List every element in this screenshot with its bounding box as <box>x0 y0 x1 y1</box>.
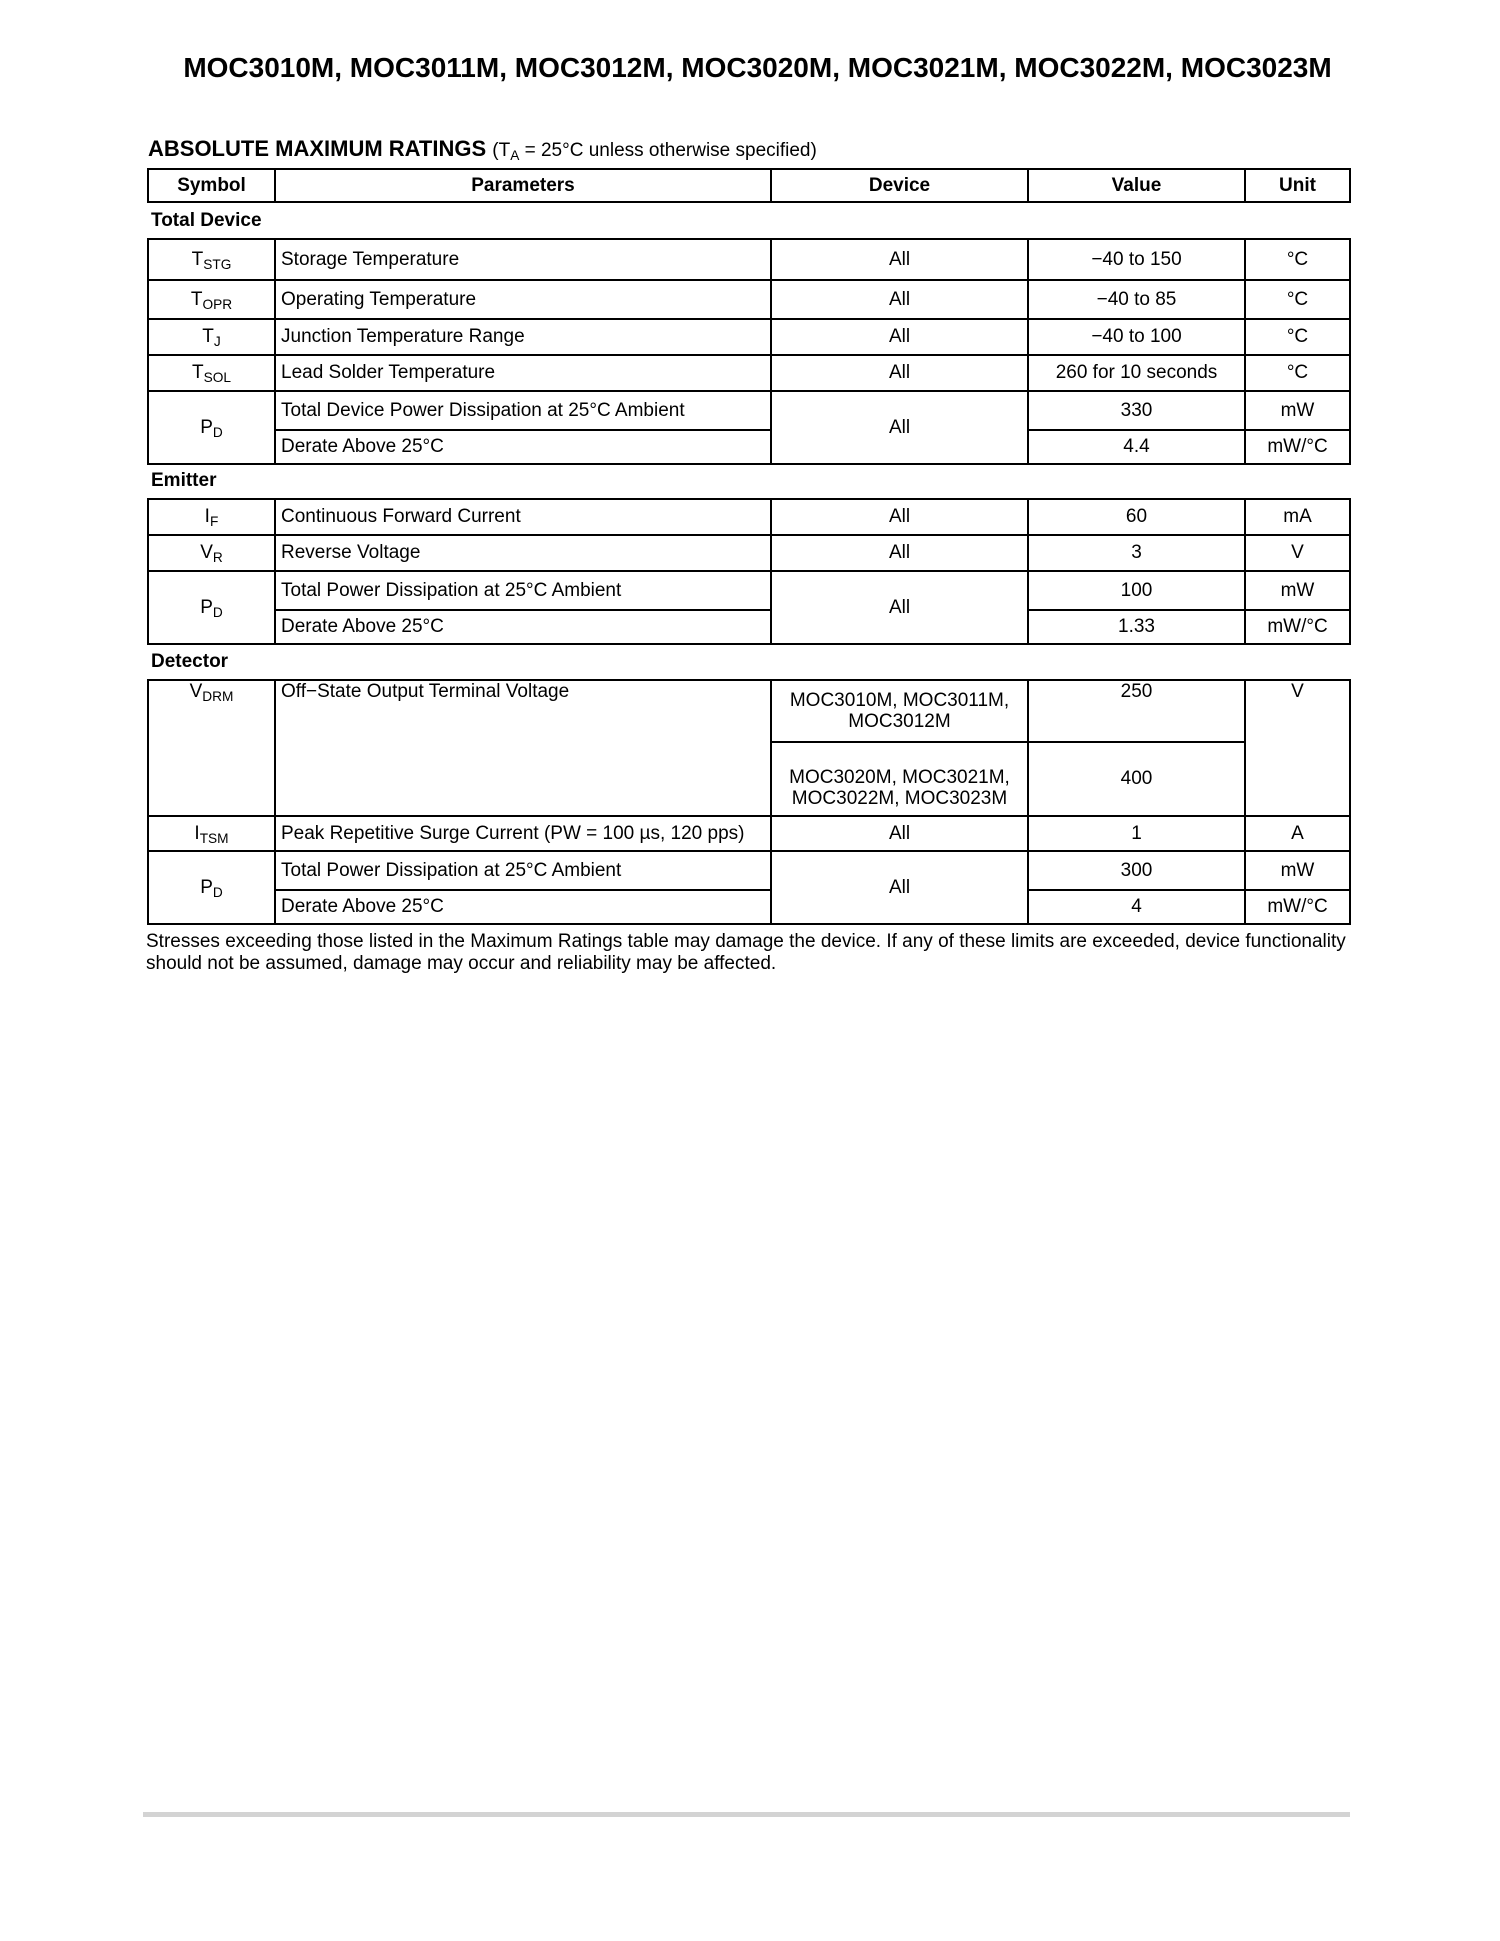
value-cell: 250 <box>1028 680 1245 742</box>
parameter-cell: Operating Temperature <box>275 280 771 319</box>
detector-table <box>147 679 1351 925</box>
device-cell: MOC3010M, MOC3011M, MOC3012M <box>771 680 1028 742</box>
device-cell: All <box>771 319 1028 355</box>
table-row <box>148 239 1350 280</box>
symbol-cell: $P_D$ <box>148 571 275 644</box>
table-row <box>148 280 1350 319</box>
table-row <box>148 535 1350 571</box>
table-row <box>148 391 1350 430</box>
value-cell: 330 <box>1028 391 1245 430</box>
section-heading <box>148 136 817 162</box>
column-header-unit: Unit <box>1245 169 1350 202</box>
parameter-cell: Derate Above 25°C <box>275 430 771 464</box>
unit-cell: mW/°C <box>1245 610 1350 644</box>
value-cell: 100 <box>1028 571 1245 610</box>
parameter-cell: Off−State Output Terminal Voltage <box>275 680 771 816</box>
value-cell: 60 <box>1028 499 1245 535</box>
ratings-note: Stresses exceeding those listed in the Maximum Ratings table may damage the device. If any of these limits are exceeded, device functionality should not be assumed, damage may occur and reliability may be affected. <box>146 931 1346 974</box>
column-header-device: Device <box>771 169 1028 202</box>
column-header-symbol: Symbol <box>148 169 275 202</box>
symbol-cell: $P_D$ <box>148 391 275 464</box>
symbol-cell: $V_{DRM}$ <box>148 680 275 816</box>
page-title: MOC3010M, MOC3011M, MOC3012M, MOC3020M, MOC3021M, MOC3022M, MOC3023M <box>183 52 1332 83</box>
emitter-table <box>147 498 1351 645</box>
device-cell: All <box>771 816 1028 851</box>
device-cell: All <box>771 280 1028 319</box>
value-cell: 4.4 <box>1028 430 1245 464</box>
total-device-table <box>147 238 1351 465</box>
header-table <box>147 168 1351 203</box>
value-cell: 1.33 <box>1028 610 1245 644</box>
table-row <box>148 355 1350 391</box>
table-row <box>148 319 1350 355</box>
column-header-parameters: Parameters <box>275 169 771 202</box>
footer-divider <box>143 1812 1350 1817</box>
device-cell: All <box>771 571 1028 644</box>
unit-cell: mW/°C <box>1245 430 1350 464</box>
parameter-cell: Peak Repetitive Surge Current (PW = 100 µs, 120 pps) <box>275 816 771 851</box>
symbol-cell: $I_F$ <box>148 499 275 535</box>
unit-cell: mW <box>1245 391 1350 430</box>
device-cell: All <box>771 239 1028 280</box>
device-cell: All <box>771 851 1028 924</box>
parameter-cell: Total Device Power Dissipation at 25°C Ambient <box>275 391 771 430</box>
parameter-cell: Storage Temperature <box>275 239 771 280</box>
value-cell: 4 <box>1028 890 1245 924</box>
group-label-emitter: Emitter <box>151 470 217 491</box>
unit-cell: V <box>1245 535 1350 571</box>
parameter-cell: Reverse Voltage <box>275 535 771 571</box>
parameter-cell: Derate Above 25°C <box>275 890 771 924</box>
table-row <box>148 571 1350 610</box>
device-cell: All <box>771 391 1028 464</box>
value-cell: −40 to 85 <box>1028 280 1245 319</box>
table-row <box>148 430 1350 464</box>
value-cell: −40 to 150 <box>1028 239 1245 280</box>
device-cell: All <box>771 355 1028 391</box>
unit-cell: mW <box>1245 851 1350 890</box>
table-row <box>148 890 1350 924</box>
parameter-cell: Continuous Forward Current <box>275 499 771 535</box>
symbol-cell: $P_D$ <box>148 851 275 924</box>
section-condition: ($T_A = 25^\circ C$ unless otherwise specified) <box>492 140 817 163</box>
symbol-cell: $T_J$ <box>148 319 275 355</box>
parameter-cell: Total Power Dissipation at 25°C Ambient <box>275 571 771 610</box>
parameter-cell: Junction Temperature Range <box>275 319 771 355</box>
symbol-cell: $I_{TSM}$ <box>148 816 275 851</box>
symbol-cell: $T_{STG}$ <box>148 239 275 280</box>
value-cell: 300 <box>1028 851 1245 890</box>
unit-cell: °C <box>1245 355 1350 391</box>
section-heading-text: ABSOLUTE MAXIMUM RATINGS <box>148 136 487 161</box>
device-cell: MOC3020M, MOC3021M, MOC3022M, MOC3023M <box>771 742 1028 816</box>
unit-cell: °C <box>1245 280 1350 319</box>
parameter-cell: Total Power Dissipation at 25°C Ambient <box>275 851 771 890</box>
unit-cell: A <box>1245 816 1350 851</box>
unit-cell: °C <box>1245 319 1350 355</box>
unit-cell: mW/°C <box>1245 890 1350 924</box>
table-row <box>148 610 1350 644</box>
value-cell: 260 for 10 seconds <box>1028 355 1245 391</box>
table-row <box>148 499 1350 535</box>
value-cell: 400 <box>1028 742 1245 816</box>
unit-cell: mA <box>1245 499 1350 535</box>
group-label-detector: Detector <box>151 651 229 672</box>
unit-cell: V <box>1245 680 1350 816</box>
device-cell: All <box>771 535 1028 571</box>
parameter-cell: Derate Above 25°C <box>275 610 771 644</box>
device-cell: All <box>771 499 1028 535</box>
parameter-cell: Lead Solder Temperature <box>275 355 771 391</box>
unit-cell: mW <box>1245 571 1350 610</box>
column-header-value: Value <box>1028 169 1245 202</box>
symbol-cell: $V_R$ <box>148 535 275 571</box>
table-header-row <box>148 169 1350 202</box>
symbol-cell: $T_{SOL}$ <box>148 355 275 391</box>
value-cell: −40 to 100 <box>1028 319 1245 355</box>
symbol-cell: $T_{OPR}$ <box>148 280 275 319</box>
table-row <box>148 851 1350 890</box>
table-row <box>148 680 1350 742</box>
group-label-total-device: Total Device <box>151 210 262 231</box>
table-row <box>148 816 1350 851</box>
value-cell: 1 <box>1028 816 1245 851</box>
value-cell: 3 <box>1028 535 1245 571</box>
unit-cell: °C <box>1245 239 1350 280</box>
